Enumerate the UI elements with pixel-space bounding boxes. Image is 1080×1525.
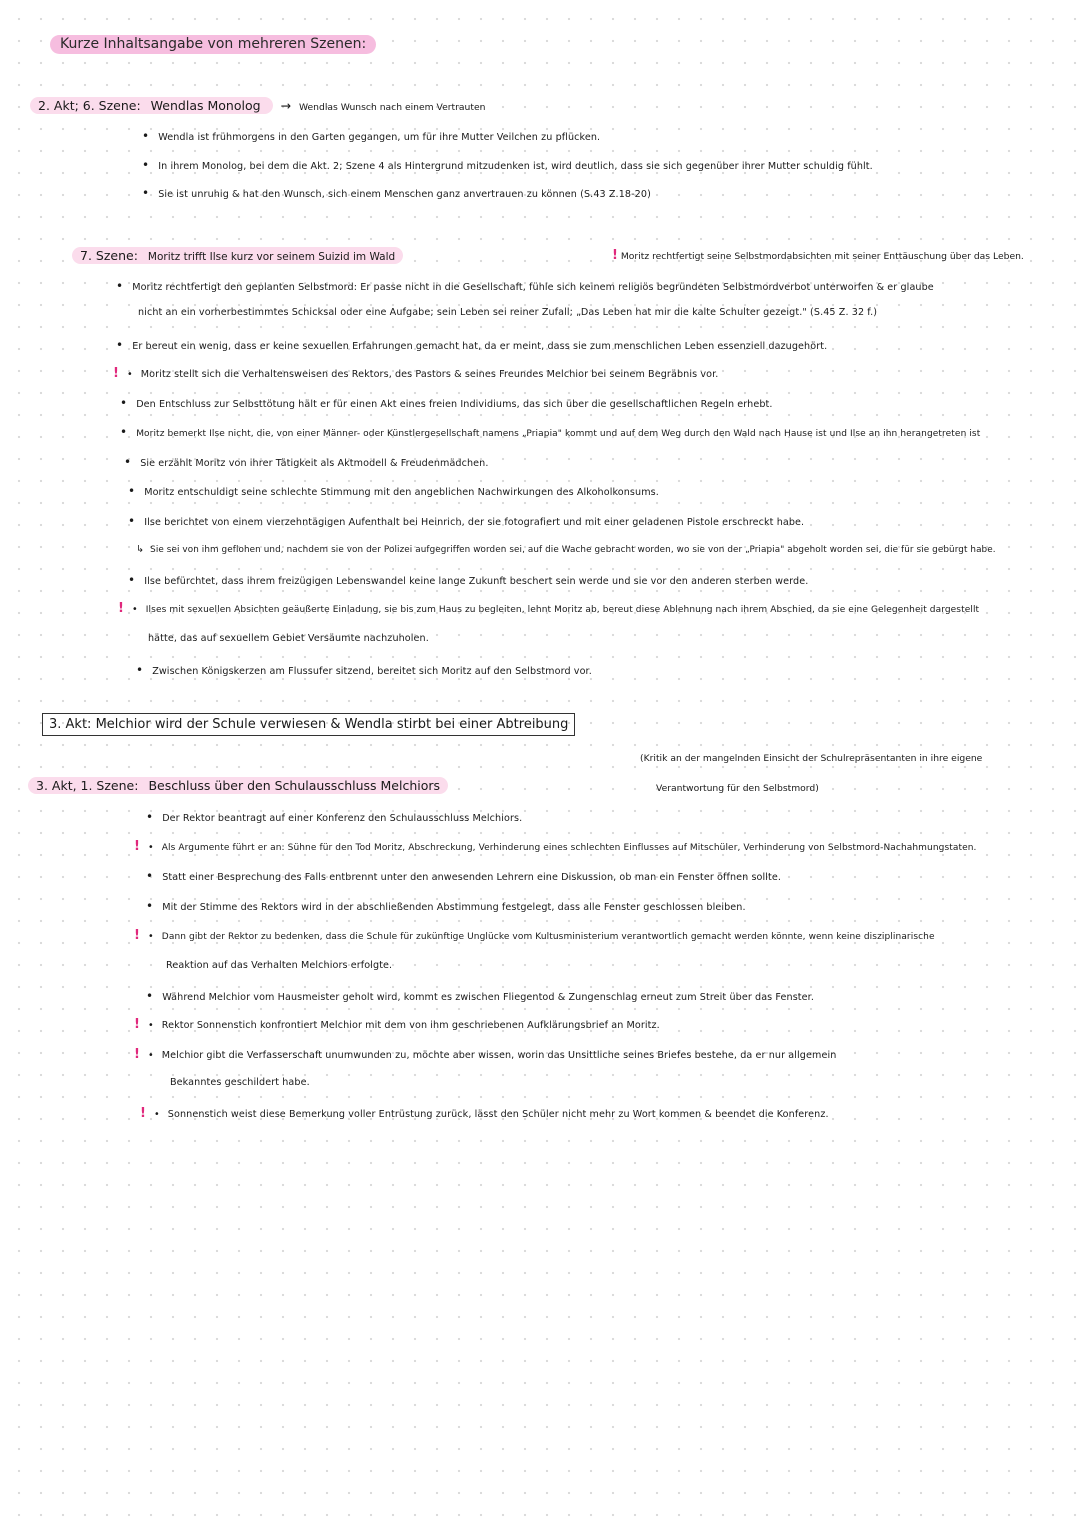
list-item: • Er bereut ein wenig, dass er keine sexuellen Erfahrungen gemacht hat, da er meint, dass sie zum menschlichen Leben essenziell dazugehört.: [116, 338, 827, 352]
list-item-subpoint: ↳ Sie sei von ihm geflohen und, nachdem sie von der Polizei aufgegriffen worden sei, auf die Wache gebracht worden, wo sie von der „Priapia" abgeholt worden sei, die für sie gebürgt habe.: [136, 544, 996, 555]
list-item: ! • Melchior gibt die Verfasserschaft unumwunden zu, möchte aber wissen, worin das Unsittliche seines Briefes bestehe, da er nur allgemein: [134, 1047, 837, 1062]
warning-icon: !: [612, 248, 618, 263]
list-item-continuation: Bekanntes geschildert habe.: [170, 1077, 310, 1088]
list-item: • Während Melchior vom Hausmeister geholt wird, kommt es zwischen Fliegentod & Zungenschlag erneut zum Streit über das Fenster.: [146, 989, 814, 1003]
list-item: • Moritz rechtfertigt den geplanten Selbstmord: Er passe nicht in die Gesellschaft, fühle sich keinem religiös begründeten Selbstmordverbot unterworfen & er glaube: [116, 279, 934, 293]
list-item: ! • Dann gibt der Rektor zu bedenken, dass die Schule für zukünftige Unglücke vom Kultusministerium verantwortlich gemacht werden könnte, wenn keine disziplinarische: [134, 928, 935, 943]
list-item: ! • Als Argumente führt er an: Sühne für den Tod Moritz, Abschreckung, Verhinderung eines schlechten Einflusses auf Mitschüler, Verhinderung von Selbstmord-Nachahmungstaten.: [134, 839, 977, 854]
list-item: • Der Rektor beantragt auf einer Konferenz den Schulausschluss Melchiors.: [146, 810, 522, 824]
list-item: • Zwischen Königskerzen am Flussufer sitzend, bereitet sich Moritz auf den Selbstmord vor.: [136, 663, 592, 677]
list-item: • Sie erzählt Moritz von ihrer Tätigkeit als Aktmodell & Freudenmädchen.: [124, 455, 489, 469]
section3-label: 3. Akt, 1. Szene:: [36, 778, 139, 793]
list-item: • Moritz entschuldigt seine schlechte Stimmung mit den angeblichen Nachwirkungen des Alkoholkonsums.: [128, 484, 659, 498]
list-item-continuation: nicht an ein vorherbestimmtes Schicksal oder eine Aufgabe; sein Leben sei reiner Zufall; „Das Leben hat mir die kalte Schulter gezeigt." (S.45 Z. 32 f.): [138, 307, 878, 318]
page-title: [50, 36, 376, 52]
title-part-b: von mehreren Szenen:: [203, 36, 367, 52]
warning-icon: !: [113, 366, 120, 381]
section1-label: 2. Akt; 6. Szene:: [38, 98, 141, 113]
warning-icon: !: [140, 1106, 147, 1121]
list-item: • In ihrem Monolog, bei dem die Akt. 2; Szene 4 als Hintergrund mitzudenken ist, wird deutlich, dass sie sich gegenüber ihrer Mutter schuldig fühlt.: [142, 158, 873, 172]
section2-heading: Moritz trifft Ilse kurz vor seinem Suizid im Wald: [147, 251, 396, 263]
warning-icon: !: [134, 928, 141, 943]
list-item: • Statt einer Besprechung des Falls entbrennt unter den anwesenden Lehrern eine Diskussion, ob man ein Fenster öffnen sollte.: [146, 869, 781, 883]
warning-icon: !: [134, 839, 141, 854]
list-item: • Sie ist unruhig & hat den Wunsch, sich einem Menschen ganz anvertrauen zu können (S.43 Z.18-20): [142, 186, 651, 200]
warning-icon: !: [134, 1047, 141, 1062]
list-item: • Moritz bemerkt Ilse nicht, die, von einer Männer- oder Künstlergesellschaft namens „Priapia" kommt und auf dem Weg durch den Wald nach Hause ist und Ilse an ihn herangetreten ist: [120, 425, 980, 439]
warning-icon: !: [134, 1017, 141, 1032]
list-item-continuation: Reaktion auf das Verhalten Melchiors erfolgte.: [166, 960, 393, 971]
section1-heading: Wendlas Monolog: [150, 98, 261, 113]
section3-label-highlight: [28, 777, 448, 794]
list-item: • Ilse befürchtet, dass ihrem freizügigen Lebenswandel keine lange Zukunft beschert sein werde und sie vor den anderen sterben werde.: [128, 573, 808, 587]
list-item: ! • Ilses mit sexuellen Absichten geäußerte Einladung, sie bis zum Haus zu begleiten, lehnt Moritz ab, bereut diese Ablehnung nach ihrem Abschied, da sie eine Gelegenheit dargestellt: [118, 601, 980, 616]
critique-note-line2: Verantwortung für den Selbstmord): [656, 783, 819, 794]
section1-note: Wendlas Wunsch nach einem Vertrauten: [298, 102, 486, 113]
section2-label-highlight: [72, 247, 403, 264]
list-item: • Wendla ist frühmorgens in den Garten gegangen, um für ihre Mutter Veilchen zu pflücken.: [142, 129, 600, 143]
act3-summary-box: 3. Akt: Melchior wird der Schule verwiesen & Wendla stirbt bei einer Abtreibung: [42, 713, 575, 736]
section1-header: [30, 98, 485, 113]
title-part-a: Kurze Inhaltsangabe: [60, 36, 204, 52]
arrow-icon: →: [280, 98, 291, 113]
list-item: ! • Rektor Sonnenstich konfrontiert Melchior mit dem von ihm geschriebenen Aufklärungsbrief an Moritz.: [134, 1017, 660, 1032]
list-item: • Den Entschluss zur Selbsttötung hält er für einen Akt eines freien Individiums, das sich über die gesellschaftlichen Regeln erhebt.: [120, 396, 773, 410]
list-item: ! • Moritz stellt sich die Verhaltensweisen des Rektors, des Pastors & seines Freundes Melchior bei seinem Begräbnis vor.: [113, 366, 719, 381]
critique-note-line1: (Kritik an der mangelnden Einsicht der Schulrepräsentanten in ihre eigene: [640, 753, 983, 764]
section2-label: 7. Szene:: [80, 248, 138, 263]
section3-header: [28, 778, 448, 793]
list-item: • Mit der Stimme des Rektors wird in der abschließenden Abstimmung festgelegt, dass alle Fenster geschlossen bleiben.: [146, 899, 746, 913]
section3-heading: Beschluss über den Schulausschluss Melchiors: [148, 778, 441, 793]
section1-label-highlight: [30, 97, 273, 114]
section2-side-note: ! Moritz rechtfertigt seine Selbstmordabsichten mit seiner Enttäuschung über das Leben.: [612, 248, 1024, 263]
warning-icon: !: [118, 601, 125, 616]
section2-header: [72, 248, 403, 263]
list-item: ! • Sonnenstich weist diese Bemerkung voller Entrüstung zurück, lässt den Schüler nicht mehr zu Wort kommen & beendet die Konferenz.: [140, 1106, 829, 1121]
list-item-continuation: hätte, das auf sexuellem Gebiet Versäumte nachzuholen.: [148, 633, 429, 644]
list-item: • Ilse berichtet von einem vierzehntägigen Aufenthalt bei Heinrich, der sie fotografiert und mit einer geladenen Pistole erschreckt habe.: [128, 514, 804, 528]
title-highlight: [50, 35, 376, 54]
